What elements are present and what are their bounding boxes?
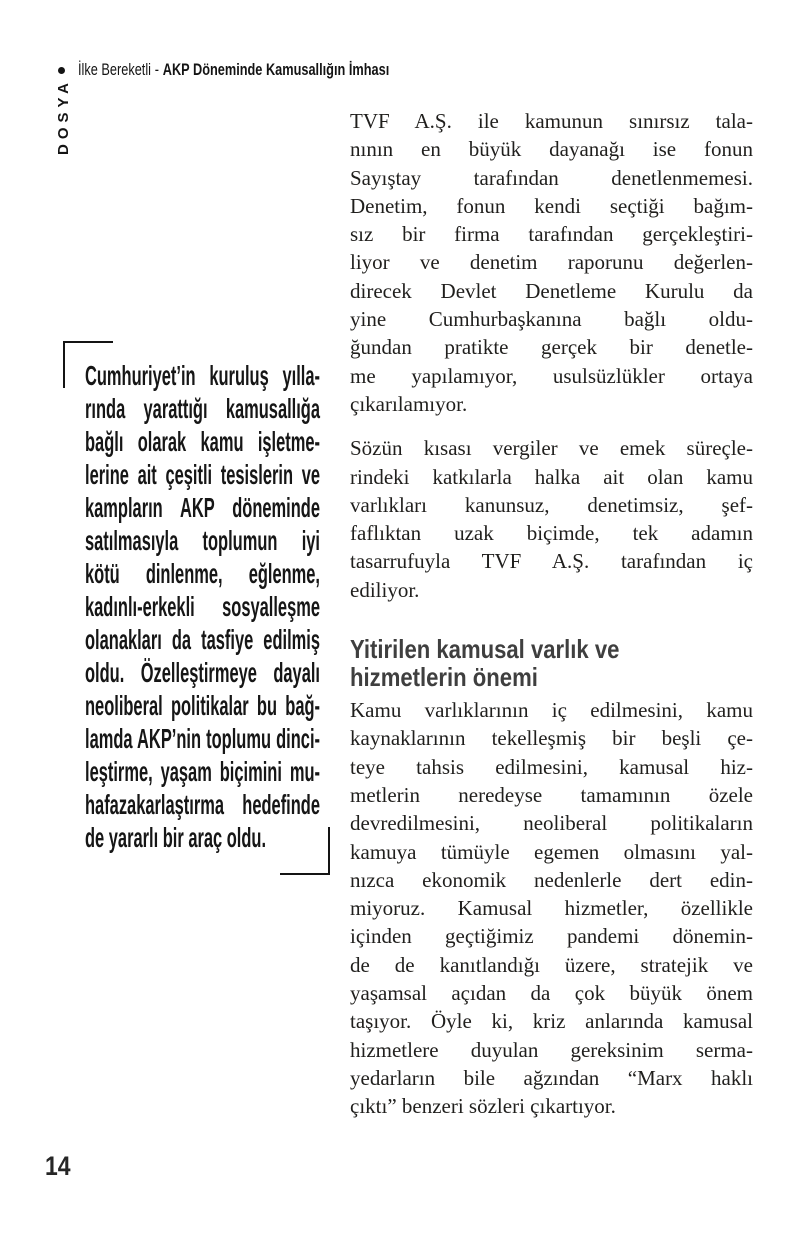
pull-quote (85, 359, 320, 854)
text-line: yedarların bile ağzından “Marx haklı (350, 1065, 753, 1090)
text-line: varlıkları kanunsuz, denetimsiz, şef- (350, 492, 753, 517)
page-number: 14 (45, 1151, 71, 1181)
text-line: rında yarattığı kamusallığa (85, 393, 320, 424)
text-line: kaynaklarının tekelleşmiş bir beşli çe- (350, 726, 753, 751)
body-paragraph-1 (350, 107, 753, 418)
separator-dash: - (154, 60, 159, 79)
text-line: me yapılamıyor, usulsüzlükler ortaya (350, 363, 753, 388)
text-line: direcek Devlet Denetleme Kurulu da (350, 278, 753, 303)
text-line: Denetim, fonun kendi seçtiği bağım- (350, 193, 753, 218)
text-line: taşıyor. Öyle ki, kriz anlarında kamusal (350, 1009, 753, 1034)
text-line: rindeki katkılarla halka ait olan kamu (350, 464, 753, 489)
text-line: hafazakarlaştırma hedefinde (85, 789, 320, 820)
text-line: neoliberal politikalar bu bağ- (85, 690, 320, 721)
text-line: metlerin neredeyse tamamının özele (350, 782, 753, 807)
running-head (58, 61, 493, 79)
text-line: kötü dinlenme, eğlenme, (85, 558, 320, 589)
text-line: de yararlı bir araç oldu. (85, 822, 267, 853)
text-line: faflıktan uzak biçimde, tek adamın (350, 521, 753, 546)
text-line: de de kanıtlandığı üzere, stratejik ve (350, 952, 753, 977)
text-line: lamda AKP’nin toplumu dinci- (85, 723, 320, 754)
text-line: içinden geçtiğimiz pandemi dönemin- (350, 924, 753, 949)
text-line: ğundan pratikte gerçek bir denetle- (350, 335, 753, 360)
text-line: liyor ve denetim raporunu değerlen- (350, 250, 753, 275)
text-line: sız bir firma tarafından gerçekleştiri- (350, 222, 753, 247)
text-line: Kamu varlıklarının iç edilmesini, kamu (350, 698, 753, 723)
text-line: bağlı olarak kamu işletme- (85, 426, 320, 457)
article-title: AKP Döneminde Kamusallığın İmhası (162, 60, 390, 79)
text-line: oldu. Özelleştirmeye dayalı (85, 657, 320, 688)
pullquote-close-bracket-icon (280, 827, 330, 875)
text-line: leştirme, yaşam biçimini mu- (85, 756, 320, 787)
text-line: hizmetlere duyulan gereksinim serma- (350, 1037, 753, 1062)
bullet-icon (58, 67, 65, 74)
text-line: kampların AKP döneminde (85, 492, 320, 523)
text-line: yine Cumhurbaşkanına bağlı oldu- (350, 307, 753, 332)
text-line: Sayıştay tarafından denetlenmemesi. (350, 165, 753, 190)
section-subheading (350, 635, 754, 691)
text-line: miyoruz. Kamusal hizmetler, özellikle (350, 896, 753, 921)
body-paragraph-2 (350, 434, 753, 604)
text-line: Yitirilen kamusal varlık ve (350, 634, 620, 665)
body-paragraph-3 (350, 696, 753, 1120)
text-line: kadınlı-erkekli sosyalleşme (85, 591, 320, 622)
article-body-column (350, 107, 753, 1121)
text-line: yaşamsal açıdan da çok büyük önem (350, 981, 753, 1006)
section-label-dosya: DOSYA (55, 78, 72, 155)
text-line: çıkarılamıyor. (350, 391, 468, 416)
text-line: Cumhuriyet’in kuruluş yılla- (85, 360, 320, 391)
text-line: Sözün kısası vergiler ve emek süreçle- (350, 436, 753, 461)
text-line: olanakları da tasfiye edilmiş (85, 624, 320, 655)
text-line: nızca ekonomik nedenlerle dert edin- (350, 867, 753, 892)
text-line: satılmasıyla toplumun iyi (85, 525, 320, 556)
text-line: tasarrufuyla TVF A.Ş. tarafından iç (350, 549, 753, 574)
text-line: ediliyor. (350, 577, 420, 602)
text-line: hizmetlerin önemi (350, 662, 538, 693)
text-line: teye tahsis edilmesini, kamusal hiz- (350, 754, 753, 779)
text-line: devredilmesini, neoliberal politikaların (350, 811, 753, 836)
text-line: nının en büyük dayanağı ise fonun (350, 137, 753, 162)
text-line: TVF A.Ş. ile kamunun sınırsız tala- (350, 109, 753, 133)
text-line: lerine ait çeşitli tesislerin ve (85, 459, 320, 490)
text-line: çıktı” benzeri sözleri çıkartıyor. (350, 1094, 616, 1119)
running-head-text (78, 61, 389, 79)
text-line: kamuya tümüyle egemen olmasını yal- (350, 839, 753, 864)
author-name: İlke Bereketli (78, 60, 151, 79)
